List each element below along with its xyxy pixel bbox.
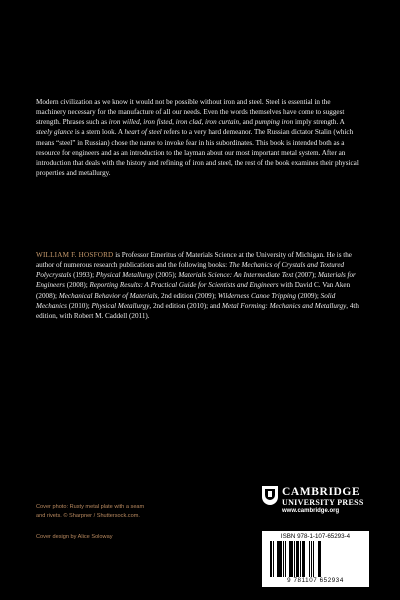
barcode-digits: 9 781107 652934 xyxy=(287,577,344,584)
publisher-subname: UNIVERSITY PRESS xyxy=(282,498,364,507)
publisher-logo xyxy=(262,486,369,536)
cover-credits xyxy=(36,503,216,542)
book-title: Materials Science: An Intermediate Text xyxy=(178,271,294,280)
book-title: Physical Metallurgy xyxy=(91,301,150,310)
phrase-heart-of-steel: heart of steel xyxy=(124,128,162,137)
bio-text: , 2nd edition (2009); xyxy=(157,291,218,300)
author-bio xyxy=(36,250,361,321)
description-text: is a stern look. A xyxy=(73,128,125,137)
separator: , and xyxy=(239,118,255,127)
phrase-iron-clad: iron clad xyxy=(175,118,202,127)
isbn-label: ISBN 978-1-107-65293-4 xyxy=(280,533,351,540)
barcode xyxy=(262,531,369,587)
photo-credit-line-2: and rivets. © Sharpner / Shuttersock.com. xyxy=(36,513,140,519)
separator: , xyxy=(139,118,144,127)
phrase-steely-glance: steely glance xyxy=(36,128,74,137)
description-text: refers to a very hard demeanor. The Russian dictator Stalin (which means “steel” in Russian) chose the name to invoke fear in his subordinates. This book is intended both as a resource for engineers and as an introduction to the layman about our most important metal system. After an introduction that deals with the history and refining of iron and steel, the rest of the book examines their physical properties and metallurgy. xyxy=(36,128,359,178)
bio-text: (1993); xyxy=(71,271,96,280)
cambridge-shield-icon xyxy=(262,486,278,505)
barcode-bar xyxy=(321,541,322,577)
bio-text: , 2nd edition (2010); and xyxy=(149,301,222,310)
separator: , xyxy=(172,118,176,127)
book-title: Wilderness Canoe Tripping xyxy=(217,291,297,300)
photo-credit-line-1: Cover photo: Rusty metal plate with a seam xyxy=(36,504,145,510)
book-title: Solid Mechanics xyxy=(36,291,336,310)
phrase-pumping-iron: pumping iron xyxy=(254,118,294,127)
publisher-name: CAMBRIDGE xyxy=(282,486,361,498)
publisher-url: www.cambridge.org xyxy=(282,508,340,514)
bio-text: with David C. Van Aken (2008); xyxy=(36,281,351,300)
phrase-iron-willed: iron willed xyxy=(108,118,140,127)
book-title: The Mechanics of Crystals and Textured Polycrystals xyxy=(36,261,345,280)
book-title: Reporting Results: A Practical Guide for Scientists and Engineers xyxy=(89,281,279,290)
bio-text: (2005); xyxy=(153,271,179,280)
bio-text: (2008); xyxy=(64,281,90,290)
separator: , xyxy=(201,118,206,127)
book-description xyxy=(36,97,361,178)
book-title: Materials for Engineers xyxy=(36,271,356,290)
phrase-iron-fisted: iron fisted xyxy=(143,118,173,127)
description-text: Modern civilization as we know it would not be possible without iron and steel. Steel is essential in the machinery necessary for the manufacture of all our needs. Even the words themselves have come to suggest strength. Phrases such as xyxy=(36,98,345,127)
book-title: Metal Forming: Mechanics and Metallurgy xyxy=(221,301,347,310)
bio-text: (2007); xyxy=(293,271,318,280)
bio-text: (2009); xyxy=(296,291,321,300)
design-credit: Cover design by Alice Soloway xyxy=(36,534,113,540)
bio-text: (2010); xyxy=(66,301,92,310)
barcode-bars xyxy=(270,541,362,577)
book-title: Physical Metallurgy xyxy=(95,271,154,280)
phrase-iron-curtain: iron curtain xyxy=(205,118,240,127)
author-name: WILLIAM F. HOSFORD xyxy=(36,251,114,259)
bio-text: , 4th edition, with Robert M. Caddell (2011). xyxy=(36,301,359,320)
description-text: imply strength. A xyxy=(293,118,345,127)
book-title: Mechanical Behavior of Materials xyxy=(58,291,158,300)
bio-text: is Professor Emeritus of Materials Science at the University of Michigan. He is the author of numerous research publications and the following books: xyxy=(36,251,352,270)
